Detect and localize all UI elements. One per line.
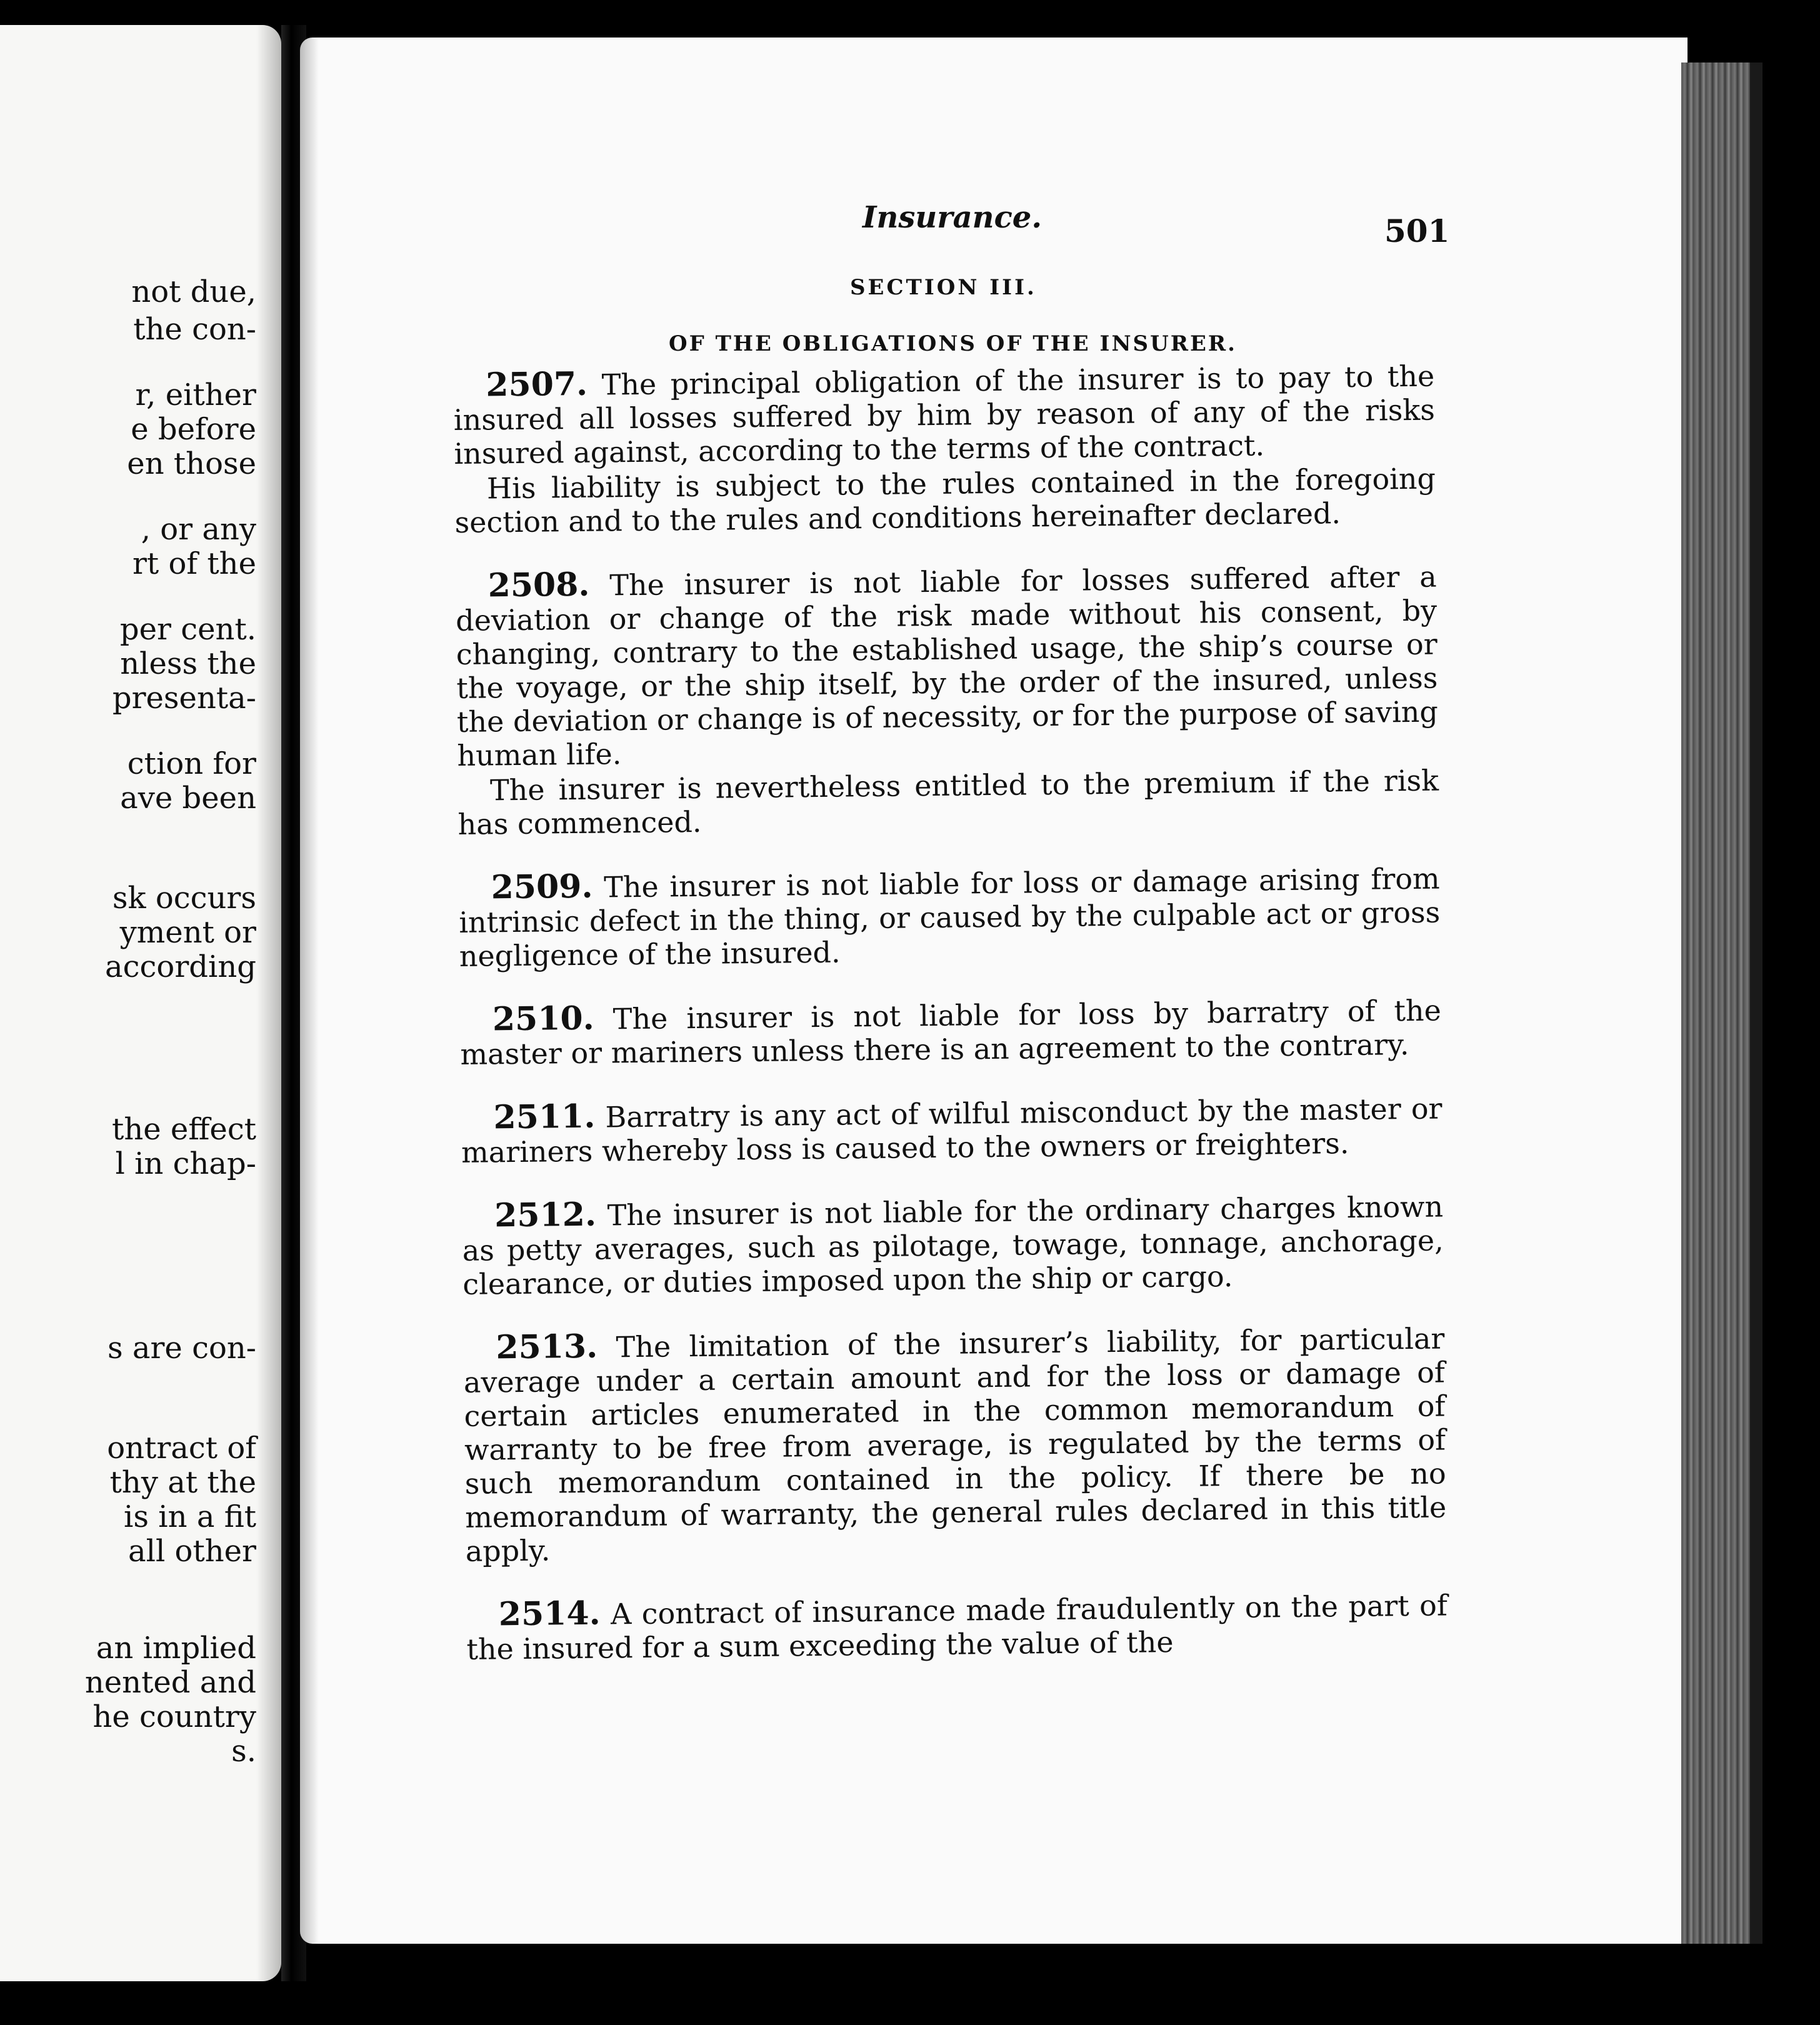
page-number: 501 <box>1384 212 1450 249</box>
page-edges <box>1681 62 1750 1944</box>
article-paragraph <box>466 1588 1448 1666</box>
article <box>460 993 1442 1071</box>
article-text: Barratry is any act of wilful misconduct by the master or mariners whereby loss is caused to the owners or freighters. <box>461 1091 1442 1169</box>
article-number: 2514. <box>498 1594 601 1634</box>
article-paragraph <box>460 993 1442 1071</box>
left-page-line: he country <box>92 1699 256 1734</box>
article-number: 2507. <box>485 364 588 404</box>
article <box>453 359 1436 539</box>
left-page-line: rt of the <box>132 546 256 581</box>
article-text: His liability is subject to the rules contained in the foregoing section and to the rules and conditions hereinafter declared. <box>454 461 1436 539</box>
article-text: The insurer is not liable for loss by barratry of the master or mariners unless there is an agreement to the contrary. <box>460 993 1442 1071</box>
article <box>458 861 1441 973</box>
article-paragraph <box>458 861 1441 973</box>
article-paragraph <box>453 359 1436 471</box>
left-page-line: thy at the <box>109 1465 256 1500</box>
article-text: The insurer is nevertheless entitled to the premium if the risk has commenced. <box>458 763 1439 841</box>
article-number: 2509. <box>491 867 593 907</box>
article-paragraph <box>463 1321 1447 1568</box>
left-page-line: sk occurs <box>112 881 256 916</box>
running-head: Insurance. <box>862 200 1042 235</box>
article-paragraph <box>454 462 1436 539</box>
article-paragraph <box>462 1189 1444 1301</box>
article-number: 2510. <box>492 999 595 1039</box>
left-page-line: l in chap- <box>115 1146 256 1181</box>
left-page-line: is in a fit <box>124 1499 256 1534</box>
left-page-line: s are con- <box>107 1331 256 1366</box>
article-number: 2511. <box>493 1097 596 1137</box>
section-subheading: OF THE OBLIGATIONS OF THE INSURER. <box>669 331 1238 356</box>
left-page-line: all other <box>128 1534 256 1569</box>
article-paragraph <box>461 1091 1442 1169</box>
left-page-line: s. <box>231 1734 256 1769</box>
left-page-line: ave been <box>120 781 256 816</box>
left-page-line: ction for <box>127 746 256 781</box>
left-page-line: presenta- <box>112 681 256 716</box>
article-list <box>453 359 1448 1696</box>
article <box>455 559 1439 841</box>
article-number: 2512. <box>494 1195 597 1235</box>
article-text: The insurer is not liable for loss or damage arising from intrinsic defect in the thing, or caused by the culpable act or gross negligence of the insured. <box>458 861 1441 973</box>
left-page-line: per cent. <box>119 612 256 647</box>
left-page-line: , or any <box>141 512 256 547</box>
article-number: 2513. <box>496 1327 598 1367</box>
left-page-line: an implied <box>96 1631 256 1666</box>
article-text: A contract of insurance made fraudulently on the part of the insured for a sum exceeding the value of the <box>466 1588 1448 1666</box>
section-heading: SECTION III. <box>850 275 1037 300</box>
right-page-gutter-shadow <box>300 38 319 1944</box>
left-page-line: nented and <box>84 1665 256 1700</box>
left-page-line: ontract of <box>107 1431 256 1466</box>
left-page-line: not due, <box>131 274 256 309</box>
article-text: The insurer is not liable for losses suffered after a deviation or change of the risk made without his consent, by changing, contrary to the established usage, the ship’s course or the voyage, or the ship itself, by the order of the insured, unless the deviation or change is of necessity, or for the purpose of saving human life. <box>455 559 1439 772</box>
article <box>463 1321 1447 1568</box>
left-page-edge-shadow <box>256 25 281 1981</box>
left-page-line: according <box>105 949 256 984</box>
left-page <box>0 25 281 1981</box>
left-page-line: r, either <box>135 378 256 412</box>
article-number: 2508. <box>488 565 590 605</box>
article <box>461 1091 1442 1169</box>
article-paragraph <box>458 764 1439 841</box>
article <box>466 1588 1448 1666</box>
left-page-line: yment or <box>119 915 256 950</box>
left-page-line: nless the <box>120 646 256 681</box>
article-paragraph <box>455 559 1438 772</box>
left-page-line: the effect <box>112 1112 256 1147</box>
article-text: The principal obligation of the insurer is to pay to the insured all losses suffered by him by reason of any of the risks insured against, according to the terms of the contract. <box>453 359 1436 471</box>
article-text: The limitation of the insurer’s liability, for particular average under a certain amount and for the loss or damage of certain articles enumerated in the common memorandum of warranty to be free from average, is regulated by the terms of such memorandum contained in the policy. If there be no memorandum of warranty, the general rules declared in this title apply. <box>463 1321 1447 1568</box>
article <box>462 1189 1444 1301</box>
article-text: The insurer is not liable for the ordinary charges known as petty averages, such as pilotage, towage, tonnage, anchorage, clearance, or duties imposed upon the ship or cargo. <box>462 1189 1444 1301</box>
left-page-line: the con- <box>133 312 256 347</box>
left-page-line: en those <box>127 446 256 481</box>
left-page-line: e before <box>131 412 256 447</box>
